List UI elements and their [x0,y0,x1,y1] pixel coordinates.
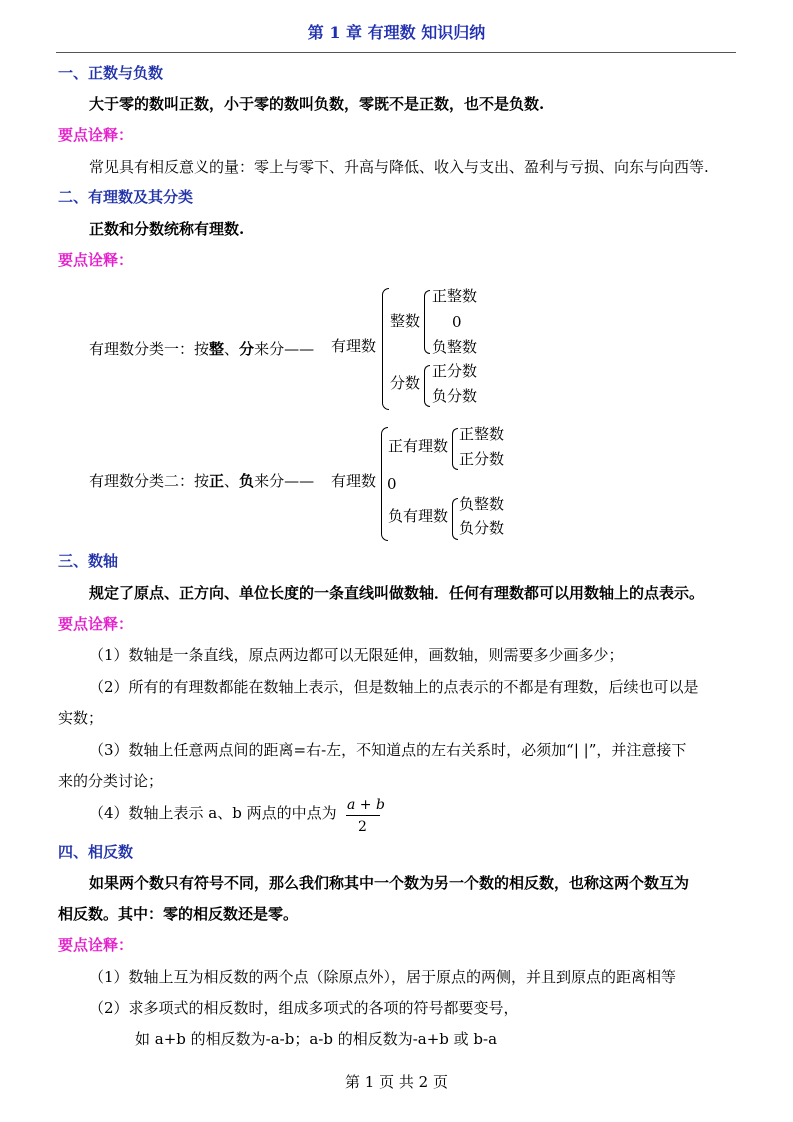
section-3-note-3a: （3）数轴上任意两点间的距离=右-左，不知道点的左右关系时，必须加“| |”，并注意接下 [89,741,687,759]
class1-g1-item-2: 0 [452,313,462,331]
class2-group-2: 负有理数 [388,507,449,525]
page-footer: 第 1 页 共 2 页 [345,1073,448,1091]
class1-g2-item-2: 负分数 [432,387,478,405]
section-3-note-2a: （2）所有的有理数都能在数轴上表示，但是数轴上的点表示的不都是有理数，后续也可以是 [89,678,699,696]
section-1-heading: 一、正数与负数 [58,64,164,82]
section-3-heading: 三、数轴 [58,552,119,570]
section-2-key-label: 要点诠释： [58,251,134,269]
midpoint-fraction-bar [346,815,380,816]
section-4-heading: 四、相反数 [58,843,134,861]
class1-prefix: 有理数分类一：按 [89,340,210,358]
class2-sep: 、 [224,472,240,490]
section-3-definition: 规定了原点、正方向、单位长度的一条直线叫做数轴．任何有理数都可以用数轴上的点表示。 [89,584,705,602]
class1-sep: 、 [224,340,240,358]
class2-suffix: 来分—— [254,472,315,490]
class1-brace-root [382,288,389,410]
class1-label [89,342,314,357]
section-4-note-2: （2）求多项式的相反数时，组成多项式的各项的符号都要变号， [89,999,519,1017]
section-2-heading: 二、有理数及其分类 [58,188,194,206]
class2-group-1: 正有理数 [388,437,449,455]
class1-key-2: 分 [239,340,255,358]
section-3-key-label: 要点诠释： [58,615,134,633]
class1-g2-item-1: 正分数 [432,362,478,380]
section-1-key-label: 要点诠释： [58,126,134,144]
class2-key-1: 正 [209,472,225,490]
midpoint-denominator: 2 [358,819,367,835]
class1-group-1: 整数 [390,312,421,330]
section-3-note-4: （4）数轴上表示 a、b 两点的中点为 [89,804,337,822]
section-4-definition-a: 如果两个数只有符号不同，那么我们称其中一个数为另一个数的相反数，也称这两个数互为 [89,874,690,892]
class2-g2-item-1: 负整数 [459,495,505,513]
section-3-note-3b: 来的分类讨论； [58,772,164,790]
section-4-key-label: 要点诠释： [58,936,134,954]
section-3-note-1: （1）数轴是一条直线，原点两边都可以无限延伸，画数轴，则需要多少画多少； [89,646,624,664]
class2-zero: 0 [387,475,397,493]
class1-group-2: 分数 [390,374,421,392]
class1-key-1: 整 [209,340,225,358]
class1-brace-group-2 [424,365,430,407]
class2-root: 有理数 [331,472,377,490]
class1-g1-item-3: 负整数 [432,338,478,356]
class2-key-2: 负 [239,472,255,490]
class2-brace-group-1 [452,428,458,470]
page-title: 第 1 章 有理数 知识归纳 [307,23,486,42]
class2-prefix: 有理数分类二：按 [89,472,210,490]
section-2-definition: 正数和分数统称有理数. [89,220,245,238]
class1-g1-item-1: 正整数 [432,287,478,305]
class2-g2-item-2: 负分数 [459,519,505,537]
class2-g1-item-2: 正分数 [459,450,505,468]
section-1-note: 常见具有相反意义的量：零上与零下、升高与降低、收入与支出、盈利与亏损、向东与向西等. [89,158,709,176]
class1-brace-group-1 [424,290,430,354]
section-1-definition: 大于零的数叫正数，小于零的数叫负数，零既不是正数，也不是负数. [89,95,545,113]
midpoint-numerator: a + b [347,797,385,813]
class1-suffix: 来分—— [254,340,315,358]
section-4-definition-b: 相反数。其中：零的相反数还是零。 [58,905,299,923]
class2-g1-item-1: 正整数 [459,425,505,443]
title-rule [56,52,736,53]
section-3-note-2b: 实数； [58,709,104,727]
class2-brace-group-2 [452,498,458,540]
class1-root: 有理数 [331,337,377,355]
class2-label [89,474,314,489]
section-4-note-3: 如 a+b 的相反数为-a-b；a-b 的相反数为-a+b 或 b-a [135,1030,498,1048]
section-4-note-1: （1）数轴上互为相反数的两个点（除原点外），居于原点的两侧，并且到原点的距离相等 [89,968,677,986]
